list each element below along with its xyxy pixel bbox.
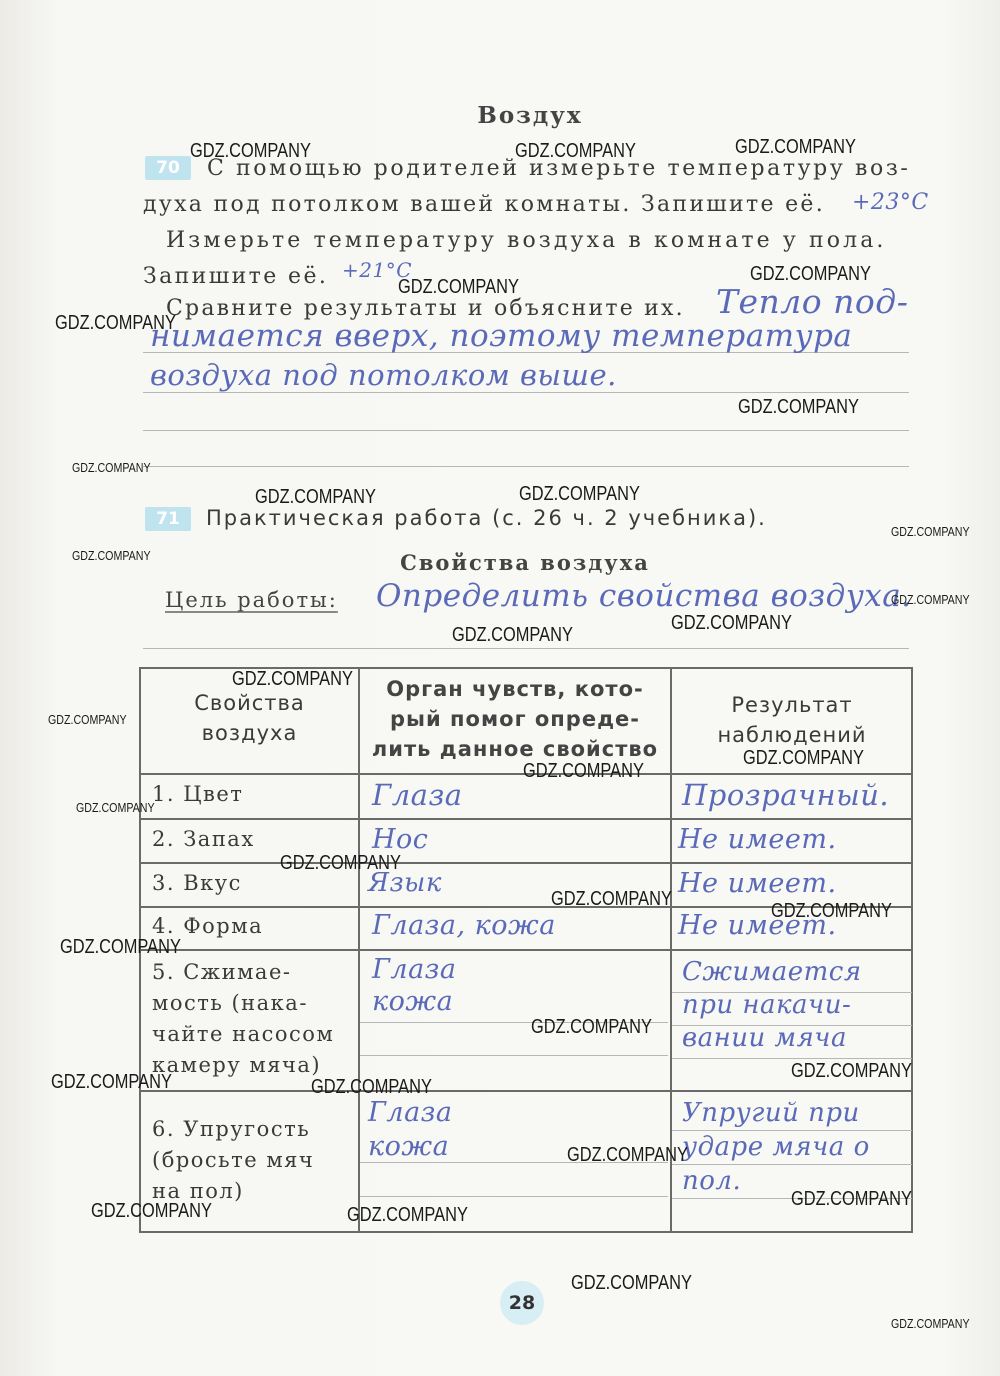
explanation-line-3: воздуха под потолком выше.	[150, 358, 617, 392]
row-6-result: Упругий при ударе мяча о пол.	[682, 1098, 870, 1196]
watermark: GDZ.COMPANY	[255, 486, 376, 508]
watermark: GDZ.COMPANY	[72, 548, 151, 563]
watermark: GDZ.COMPANY	[891, 1316, 970, 1331]
table-divider	[139, 949, 913, 951]
table-divider	[139, 1090, 913, 1092]
task70-line-2: духа под потолком вашей комнаты. Запишите её.	[143, 192, 826, 217]
watermark: GDZ.COMPANY	[891, 592, 970, 607]
watermark: GDZ.COMPANY	[791, 1188, 912, 1210]
watermark: GDZ.COMPANY	[398, 276, 519, 298]
page-number: 28	[500, 1281, 544, 1325]
task70-line-4: Запишите её.	[143, 264, 329, 289]
row-5-property: 5. Сжимае- мость (нака- чайте насосом камеру мяча)	[152, 960, 335, 1077]
task70-line-3: Измерьте температуру воздуха в комнате у пола.	[166, 228, 887, 253]
watermark: GDZ.COMPANY	[515, 140, 636, 162]
watermark: GDZ.COMPANY	[519, 483, 640, 505]
task-number-71: 71	[145, 507, 191, 531]
answer-rule	[143, 466, 909, 467]
row-4-result: Не имеет.	[678, 910, 837, 941]
explanation-line-2: нимается вверх, поэтому температура	[150, 318, 853, 354]
row-6-organ: Глаза кожа	[368, 1097, 453, 1162]
row-2-property: 2. Запах	[152, 827, 255, 851]
row-1-result: Прозрачный.	[682, 778, 890, 812]
watermark: GDZ.COMPANY	[232, 668, 353, 690]
watermark: GDZ.COMPANY	[791, 1060, 912, 1082]
answer-rule	[143, 648, 909, 649]
watermark: GDZ.COMPANY	[347, 1204, 468, 1226]
row-3-property: 3. Вкус	[152, 871, 242, 895]
watermark: GDZ.COMPANY	[76, 800, 155, 815]
cell-rule	[360, 1196, 668, 1197]
header-properties: Свойства воздуха	[194, 691, 305, 745]
watermark: GDZ.COMPANY	[48, 712, 127, 727]
goal-answer: Определить свойства воздуха.	[376, 578, 912, 614]
table-divider	[139, 862, 913, 864]
watermark: GDZ.COMPANY	[51, 1071, 172, 1093]
row-4-property: 4. Форма	[152, 914, 264, 938]
watermark: GDZ.COMPANY	[750, 263, 871, 285]
row-4-organ: Глаза, кожа	[372, 910, 556, 941]
row-1-property: 1. Цвет	[152, 782, 244, 806]
watermark: GDZ.COMPANY	[60, 936, 181, 958]
task-number-70: 70	[145, 156, 191, 180]
row-5-organ: Глаза кожа	[372, 954, 457, 1017]
task70-line-5: Сравните результаты и объясните их.	[166, 296, 685, 321]
answer-rule	[143, 392, 909, 393]
practical-subtitle: Свойства воздуха	[400, 550, 650, 575]
watermark: GDZ.COMPANY	[91, 1200, 212, 1222]
row-3-result: Не имеет.	[678, 868, 837, 899]
row-1-organ: Глаза	[372, 778, 463, 812]
watermark: GDZ.COMPANY	[531, 1016, 652, 1038]
watermark: GDZ.COMPANY	[311, 1076, 432, 1098]
watermark: GDZ.COMPANY	[72, 460, 151, 475]
header-sense-organ: Орган чувств, кото- рый помог опреде- лить данное свойство	[371, 677, 659, 761]
watermark: GDZ.COMPANY	[551, 888, 672, 910]
watermark: GDZ.COMPANY	[771, 900, 892, 922]
answer-floor-temp: +21°С	[342, 258, 413, 282]
answer-ceiling-temp: +23°С	[852, 190, 929, 215]
row-2-organ: Нос	[372, 824, 429, 855]
watermark: GDZ.COMPANY	[571, 1272, 692, 1294]
answer-rule	[143, 430, 909, 431]
goal-label: Цель работы:	[165, 588, 338, 612]
watermark: GDZ.COMPANY	[735, 136, 856, 158]
table-divider	[139, 818, 913, 820]
watermark: GDZ.COMPANY	[891, 524, 970, 539]
watermark: GDZ.COMPANY	[452, 624, 573, 646]
header-results: Результат наблюдений	[717, 693, 867, 747]
watermark: GDZ.COMPANY	[567, 1144, 688, 1166]
task70-line-1: С помощью родителей измерьте температуру воз-	[207, 156, 911, 181]
watermark: GDZ.COMPANY	[738, 396, 859, 418]
cell-rule	[360, 1055, 668, 1056]
cell-rule	[672, 1058, 912, 1059]
watermark: GDZ.COMPANY	[671, 612, 792, 634]
section-title: Воздух	[477, 102, 583, 129]
watermark: GDZ.COMPANY	[55, 312, 176, 334]
row-2-result: Не имеет.	[678, 824, 837, 855]
watermark: GDZ.COMPANY	[190, 140, 311, 162]
watermark: GDZ.COMPANY	[280, 852, 401, 874]
row-3-organ: Язык	[368, 868, 442, 898]
task71-text: Практическая работа (с. 26 ч. 2 учебника).	[206, 506, 767, 530]
explanation-line-1: Тепло под-	[716, 282, 909, 321]
watermark: GDZ.COMPANY	[523, 760, 644, 782]
row-6-property: 6. Упругость (бросьте мяч на пол)	[152, 1117, 315, 1203]
row-5-result: Сжимается при накачи- вании мяча	[682, 957, 862, 1053]
watermark: GDZ.COMPANY	[743, 747, 864, 769]
